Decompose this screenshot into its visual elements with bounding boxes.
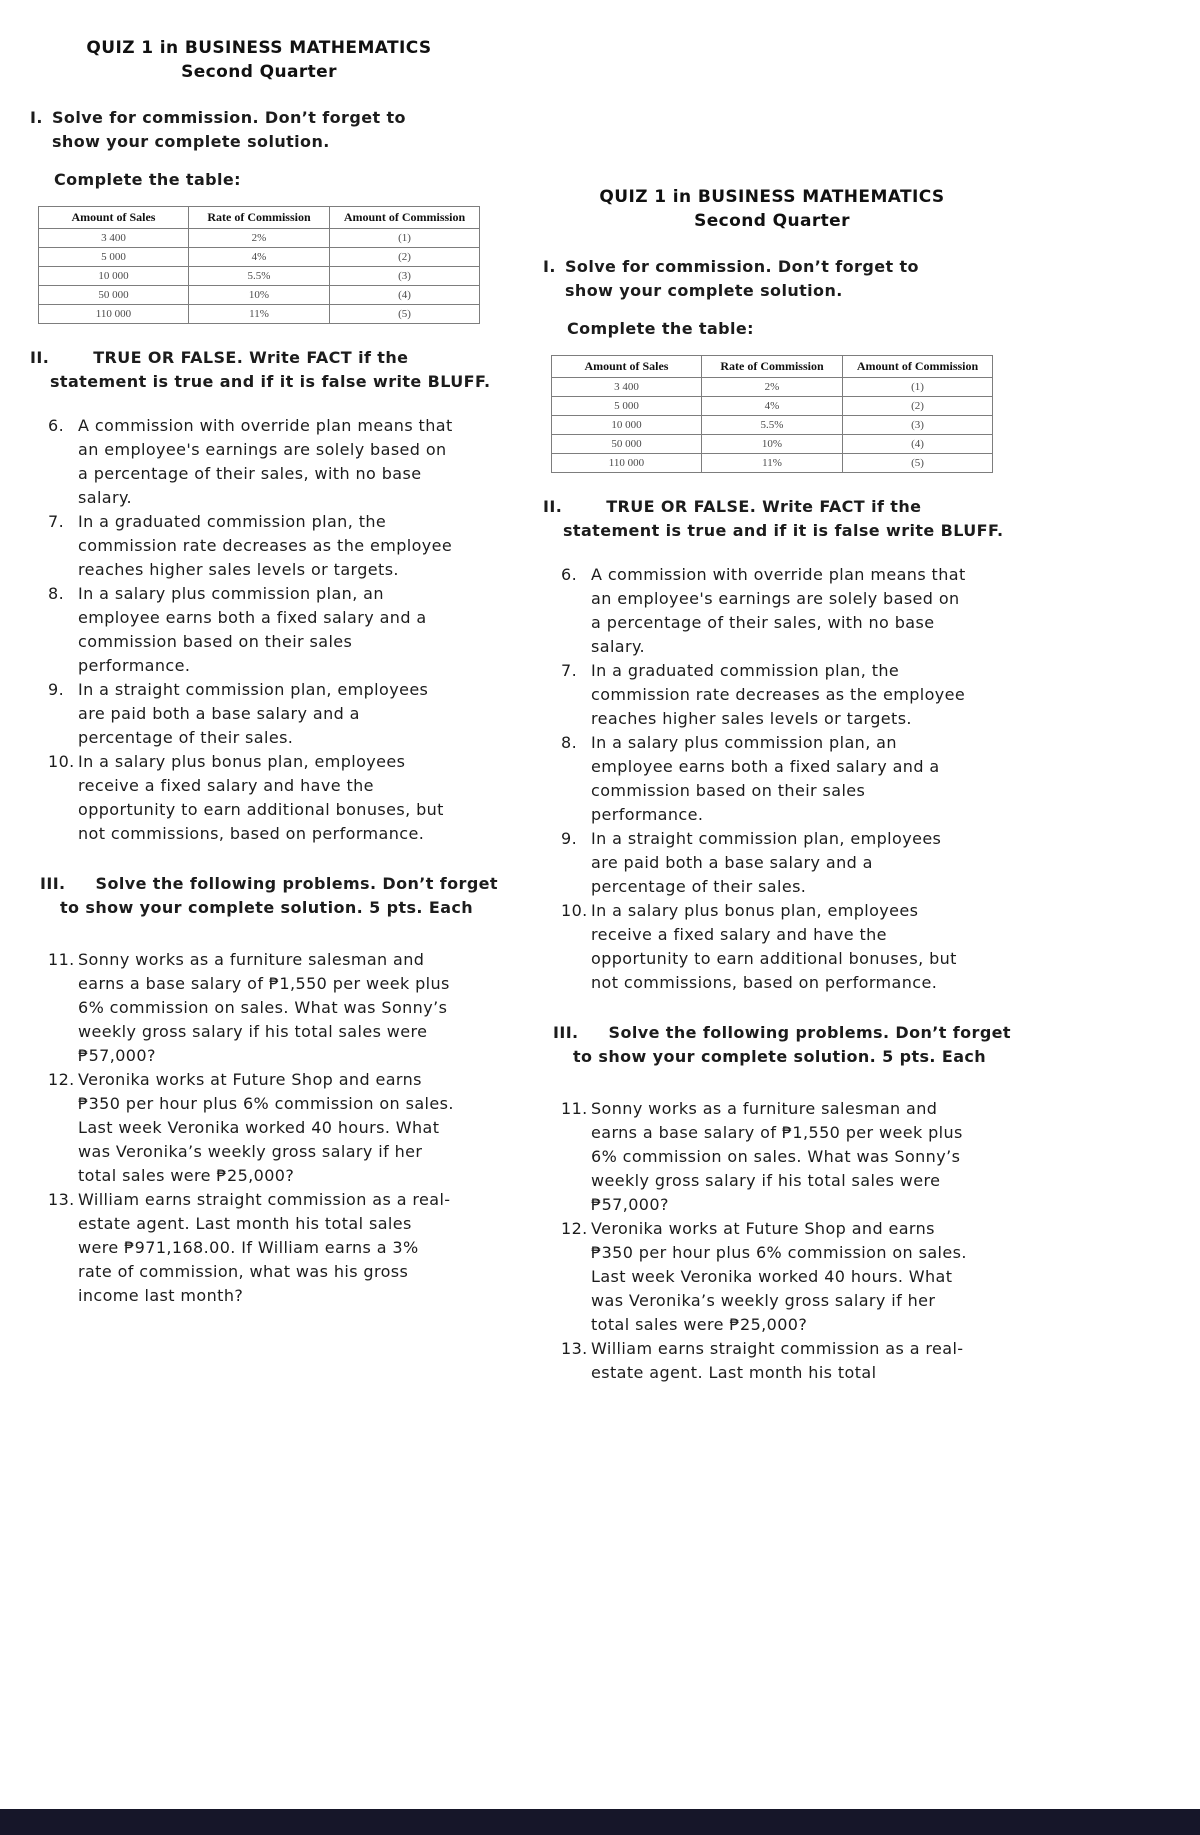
table-header-amount-of-sales: Amount of Sales xyxy=(552,356,702,378)
table-header-amount-of-sales: Amount of Sales xyxy=(39,207,189,229)
table-cell: (3) xyxy=(330,267,480,286)
table-cell: 11% xyxy=(701,454,842,473)
table-cell: (3) xyxy=(843,416,993,435)
section-1-heading xyxy=(543,255,1001,303)
table-cell: (2) xyxy=(330,248,480,267)
item-number: 13. xyxy=(48,1190,75,1209)
table-header-amount-of-commission: Amount of Commission xyxy=(843,356,993,378)
table-cell: (1) xyxy=(330,229,480,248)
table-cell: 110 000 xyxy=(552,454,702,473)
table-header-amount-of-commission: Amount of Commission xyxy=(330,207,480,229)
complete-table-label: Complete the table: xyxy=(567,319,754,338)
table-cell: (2) xyxy=(843,397,993,416)
table-row xyxy=(39,286,480,305)
table-cell: 10% xyxy=(188,286,329,305)
item-text: Veronika works at Future Shop and earns ₱350 per hour plus 6% commission on sales. Last week Veronika worked 40 hours. What was Veronika’s weekly gross salary if her total sales were ₱25,000? xyxy=(78,1070,454,1185)
item-number: 11. xyxy=(561,1099,588,1118)
item-text: In a graduated commission plan, the commission rate decreases as the employee reaches higher sales levels or targets. xyxy=(591,661,966,728)
section-3-text: Solve the following problems. Don’t forget to show your complete solution. 5 pts. Each xyxy=(60,874,498,917)
table-row xyxy=(39,267,480,286)
table-cell: 50 000 xyxy=(552,435,702,454)
item-number: 7. xyxy=(48,512,65,531)
tf-item xyxy=(48,582,488,678)
tf-item xyxy=(48,510,488,582)
section-2-text: TRUE OR FALSE. Write FACT if the statement is true and if it is false write BLUFF. xyxy=(50,348,491,391)
item-number: 9. xyxy=(561,829,578,848)
complete-table-label: Complete the table: xyxy=(54,170,241,189)
table-header-row xyxy=(39,207,480,229)
quiz-title: QUIZ 1 in BUSINESS MATHEMATICS xyxy=(599,187,945,207)
item-number: 12. xyxy=(48,1070,75,1089)
table-cell: 10 000 xyxy=(39,267,189,286)
item-text: In a salary plus commission plan, an employee earns both a fixed salary and a commission based on their sales performance. xyxy=(78,584,427,675)
item-number: 11. xyxy=(48,950,75,969)
quiz-subtitle: Second Quarter xyxy=(181,62,337,82)
table-cell: 2% xyxy=(188,229,329,248)
table-cell: (4) xyxy=(330,286,480,305)
tf-item xyxy=(48,414,488,510)
section-2-heading xyxy=(30,346,498,394)
problem-items xyxy=(543,1097,1001,1385)
section-2-numeral: II. xyxy=(30,348,50,367)
tf-item xyxy=(48,750,488,846)
table-row xyxy=(552,435,993,454)
section-2-text: TRUE OR FALSE. Write FACT if the statement is true and if it is false write BLUFF. xyxy=(563,497,1004,540)
tf-item xyxy=(561,731,1001,827)
commission-table xyxy=(551,355,993,473)
table-cell: (5) xyxy=(843,454,993,473)
table-header-row xyxy=(552,356,993,378)
table-cell: 3 400 xyxy=(552,378,702,397)
table-cell: 5.5% xyxy=(701,416,842,435)
quiz-column-right xyxy=(543,185,1011,1385)
item-number: 12. xyxy=(561,1219,588,1238)
footer-bar xyxy=(0,1809,1200,1835)
table-header-rate-of-commission: Rate of Commission xyxy=(188,207,329,229)
problem-items xyxy=(30,948,488,1308)
table-cell: 10 000 xyxy=(552,416,702,435)
problem-item xyxy=(48,948,488,1068)
item-number: 6. xyxy=(561,565,578,584)
item-number: 8. xyxy=(48,584,65,603)
item-text: Sonny works as a furniture salesman and earns a base salary of ₱1,550 per week plus 6% commission on sales. What was Sonny’s weekly gross salary if his total sales were ₱57,000? xyxy=(591,1099,963,1214)
table-cell: 5.5% xyxy=(188,267,329,286)
item-text: In a salary plus commission plan, an employee earns both a fixed salary and a commission based on their sales performance. xyxy=(591,733,940,824)
section-3-heading xyxy=(553,1021,1011,1069)
item-text: In a straight commission plan, employees are paid both a base salary and a percentage of their sales. xyxy=(591,829,942,896)
table-cell: 50 000 xyxy=(39,286,189,305)
item-number: 10. xyxy=(561,901,588,920)
item-number: 7. xyxy=(561,661,578,680)
section-1-numeral: I. xyxy=(543,257,556,276)
problem-item xyxy=(561,1217,1001,1337)
commission-table xyxy=(38,206,480,324)
table-cell: (1) xyxy=(843,378,993,397)
problem-item xyxy=(48,1188,488,1308)
quiz-sheet xyxy=(30,36,498,1308)
quiz-column-left xyxy=(30,36,498,1308)
item-text: In a salary plus bonus plan, employees receive a fixed salary and have the opportunity to earn additional bonuses, but not commissions, based on performance. xyxy=(78,752,444,843)
table-cell: 5 000 xyxy=(39,248,189,267)
section-1-heading xyxy=(30,106,488,154)
tf-item xyxy=(561,899,1001,995)
item-text: A commission with override plan means that an employee's earnings are solely based on a percentage of their sales, with no base salary. xyxy=(78,416,453,507)
tf-item xyxy=(561,827,1001,899)
table-row xyxy=(552,416,993,435)
item-text: William earns straight commission as a real-estate agent. Last month his total sales were ₱971,168.00. If William earns a 3% rate of commission, what was his gross income last month? xyxy=(78,1190,451,1305)
item-text: Veronika works at Future Shop and earns ₱350 per hour plus 6% commission on sales. Last week Veronika worked 40 hours. What was Veronika’s weekly gross salary if her total sales were ₱25,000? xyxy=(591,1219,967,1334)
tf-item xyxy=(48,678,488,750)
section-1-text: Solve for commission. Don’t forget to show your complete solution. xyxy=(565,257,919,300)
table-cell: (5) xyxy=(330,305,480,324)
table-cell: (4) xyxy=(843,435,993,454)
true-false-items xyxy=(543,563,1001,995)
table-row xyxy=(552,397,993,416)
item-number: 6. xyxy=(48,416,65,435)
table-row xyxy=(552,454,993,473)
problem-item xyxy=(48,1068,488,1188)
item-text: In a salary plus bonus plan, employees receive a fixed salary and have the opportunity to earn additional bonuses, but not commissions, based on performance. xyxy=(591,901,957,992)
section-3-numeral: III. xyxy=(553,1023,579,1042)
item-text: A commission with override plan means that an employee's earnings are solely based on a percentage of their sales, with no base salary. xyxy=(591,565,966,656)
item-text: Sonny works as a furniture salesman and earns a base salary of ₱1,550 per week plus 6% commission on sales. What was Sonny’s weekly gross salary if his total sales were ₱57,000? xyxy=(78,950,450,1065)
tf-item xyxy=(561,563,1001,659)
section-1-numeral: I. xyxy=(30,108,43,127)
section-3-numeral: III. xyxy=(40,874,66,893)
quiz-sheet xyxy=(543,185,1011,1385)
table-cell: 4% xyxy=(701,397,842,416)
section-3-text: Solve the following problems. Don’t forget to show your complete solution. 5 pts. Each xyxy=(573,1023,1011,1066)
tf-item xyxy=(561,659,1001,731)
problem-item xyxy=(561,1337,1001,1385)
table-row xyxy=(552,378,993,397)
item-number: 9. xyxy=(48,680,65,699)
item-number: 10. xyxy=(48,752,75,771)
table-cell: 5 000 xyxy=(552,397,702,416)
section-2-numeral: II. xyxy=(543,497,563,516)
section-1-text: Solve for commission. Don’t forget to show your complete solution. xyxy=(52,108,406,151)
table-cell: 10% xyxy=(701,435,842,454)
table-cell: 3 400 xyxy=(39,229,189,248)
table-row xyxy=(39,305,480,324)
item-text: In a graduated commission plan, the commission rate decreases as the employee reaches higher sales levels or targets. xyxy=(78,512,453,579)
table-cell: 11% xyxy=(188,305,329,324)
item-text: William earns straight commission as a real-estate agent. Last month his total xyxy=(591,1339,964,1382)
table-row xyxy=(39,229,480,248)
true-false-items xyxy=(30,414,488,846)
section-2-heading xyxy=(543,495,1011,543)
item-text: In a straight commission plan, employees are paid both a base salary and a percentage of their sales. xyxy=(78,680,429,747)
table-header-rate-of-commission: Rate of Commission xyxy=(701,356,842,378)
item-number: 13. xyxy=(561,1339,588,1358)
table-cell: 110 000 xyxy=(39,305,189,324)
item-number: 8. xyxy=(561,733,578,752)
quiz-title: QUIZ 1 in BUSINESS MATHEMATICS xyxy=(86,38,432,58)
table-cell: 4% xyxy=(188,248,329,267)
problem-item xyxy=(561,1097,1001,1217)
section-3-heading xyxy=(40,872,498,920)
quiz-subtitle: Second Quarter xyxy=(694,211,850,231)
table-cell: 2% xyxy=(701,378,842,397)
table-row xyxy=(39,248,480,267)
